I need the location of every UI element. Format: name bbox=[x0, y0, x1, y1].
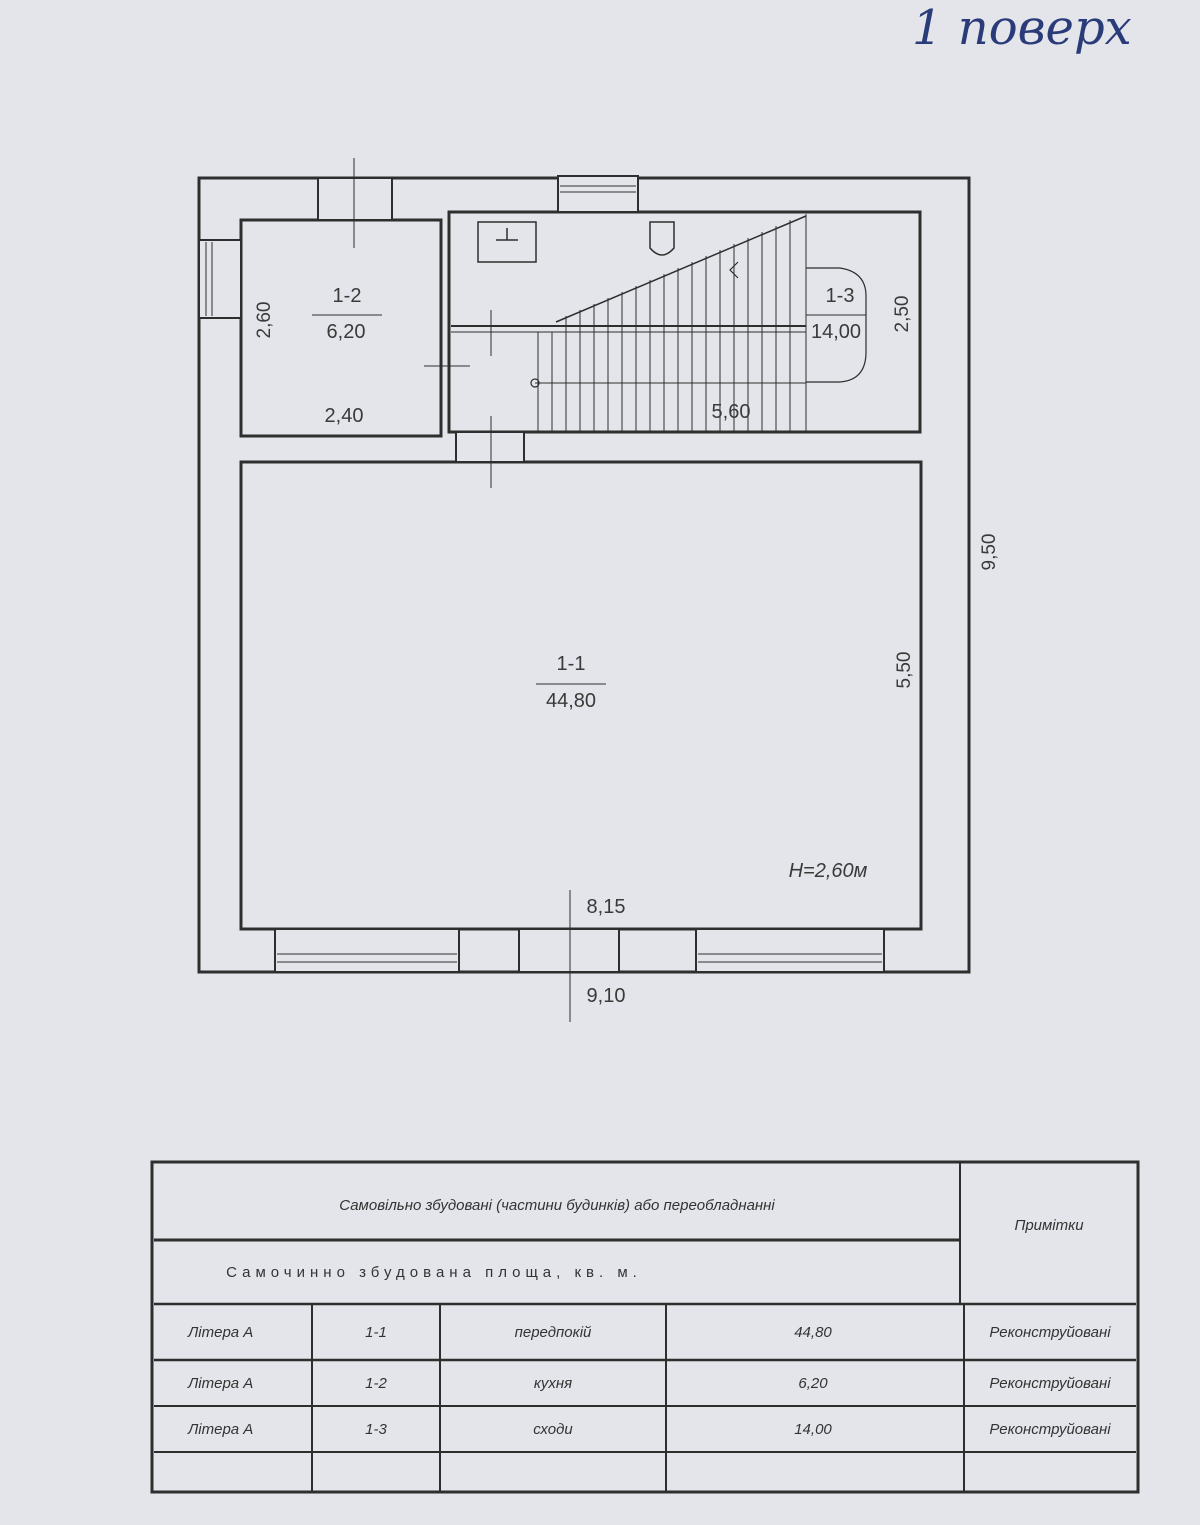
table-row-2-room: 1-2 bbox=[365, 1374, 387, 1392]
dim-room13-width: 5,60 bbox=[711, 401, 751, 423]
window-left bbox=[199, 240, 241, 318]
dim-total-height: 9,50 bbox=[979, 533, 1000, 571]
window-bottom-left bbox=[275, 929, 459, 972]
table-row-2-litera: Літера А bbox=[188, 1374, 254, 1392]
room-1-2-area: 6,20 bbox=[326, 321, 366, 343]
door-bottom bbox=[519, 929, 619, 972]
table-row-3-name: сходи bbox=[533, 1420, 573, 1438]
table-row-2-area: 6,20 bbox=[798, 1374, 828, 1392]
toilet-icon bbox=[650, 222, 674, 255]
table-header-main: Самовільно збудовані (частини будинків) або переобладнанні bbox=[339, 1196, 775, 1214]
table-row-2-name: кухня bbox=[533, 1374, 573, 1392]
dim-total-width: 9,10 bbox=[586, 985, 626, 1007]
dim-room11-height: 5,50 bbox=[894, 651, 915, 689]
table-row-1-area: 44,80 bbox=[794, 1323, 832, 1341]
table-row-3-room: 1-3 bbox=[365, 1420, 387, 1438]
dim-room13-height: 2,50 bbox=[892, 295, 913, 333]
table-row-3-area: 14,00 bbox=[794, 1420, 832, 1438]
table-row-1-name: передпокій bbox=[514, 1323, 592, 1341]
table-row-1-note: Реконструйовані bbox=[989, 1323, 1111, 1341]
dim-room11-width: 8,15 bbox=[586, 896, 626, 918]
table-row-1-room: 1-1 bbox=[365, 1323, 387, 1341]
window-top-middle bbox=[558, 176, 638, 212]
table-row-2-note: Реконструйовані bbox=[989, 1374, 1111, 1392]
handwritten-floor-note: 1 поверх bbox=[912, 0, 1132, 56]
room-1-1-area: 44,80 bbox=[545, 690, 597, 712]
room-1-3-area: 14,00 bbox=[810, 321, 862, 343]
table-header-sub: Самочинно збудована площа, кв. м. bbox=[226, 1263, 642, 1281]
table-header-notes: Примітки bbox=[1014, 1216, 1084, 1234]
window-top-left bbox=[318, 178, 392, 220]
table-row-3-litera: Літера А bbox=[188, 1420, 254, 1438]
room-1-3-id: 1-3 bbox=[825, 285, 855, 307]
dim-room12-height: 2,60 bbox=[254, 301, 275, 339]
stair-steps bbox=[538, 214, 806, 432]
ceiling-height-label: Н=2,60м bbox=[788, 860, 868, 882]
window-bottom-right bbox=[696, 929, 884, 972]
dim-room12-width: 2,40 bbox=[324, 405, 364, 427]
table-row-3-note: Реконструйовані bbox=[989, 1420, 1111, 1438]
room-1-2-id: 1-2 bbox=[332, 285, 362, 307]
doorway-1-3-1-1 bbox=[456, 432, 524, 462]
table-row-1-litera: Літера А bbox=[188, 1323, 254, 1341]
room-1-1-id: 1-1 bbox=[556, 653, 586, 675]
